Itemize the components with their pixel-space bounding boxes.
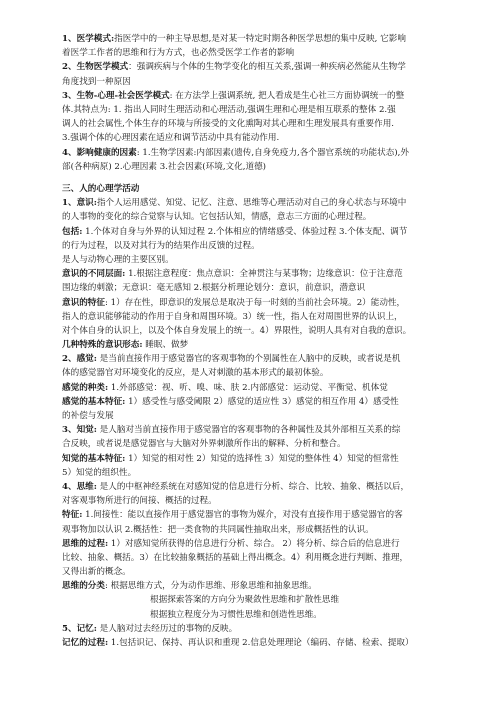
term-label: 4、思维: (62, 481, 97, 492)
line-text: 角度找到一种原因 (62, 76, 131, 87)
term-label: 感觉的基本特征: (62, 396, 126, 407)
line-text: 围边缘的刺激；无意识：毫无感知 2.根据分析理论划分：意识，前意识，潜意识 (62, 283, 366, 294)
line-text: 比较、抽象、概括。3）在比较抽象概括的基础上得出概念。4）利用概念进行判断、推理， (62, 552, 409, 563)
text-line (62, 281, 442, 295)
term-label: 4、影响健康的因素 (62, 147, 137, 158)
line-text: 睡眠、做梦 (142, 340, 189, 351)
term-label: 知觉的基本特征: (62, 453, 126, 464)
line-text: 调人的社会属性,个体生存的环境与所接受的文化熏陶对其心理和生理发展具有重要作用. (62, 119, 395, 130)
text-line (62, 310, 442, 324)
line-text: 3.强调个体的心理因素在适应和调节活动中具有能动作用. (62, 133, 280, 144)
term-label: 1、意识: (62, 198, 97, 209)
text-line (62, 60, 442, 74)
line-text: ：强调疾病与个体的生物学变化的相互关系,强调一种疾病必然能从生物学 (128, 62, 406, 73)
line-text: : 1）存在性，即意识的发展总是取决于每一时刻的当前社会环境。2）能动性， (104, 297, 406, 308)
text-line (62, 239, 442, 253)
term-label: 特征: (62, 510, 83, 521)
text-line (62, 466, 442, 480)
term-label: 2、感觉: (62, 354, 97, 365)
line-text: 是当前直接作用于感觉器官的客观事物的个别属性在人脑中的反映，或者说是机 (96, 354, 401, 365)
line-text: 5）知觉的组织性。 (62, 467, 137, 478)
text-line (62, 409, 442, 423)
text-line (62, 437, 442, 451)
text-line (62, 196, 442, 210)
text-line (62, 210, 442, 224)
line-text: 又得出新的概念。 (62, 567, 131, 578)
text-line (62, 480, 442, 494)
text-line (62, 537, 442, 551)
term-label: 几种特殊的意识形态: (62, 340, 143, 351)
text-line (62, 593, 442, 607)
text-line (62, 103, 442, 117)
line-text: : 根据思维方式，分为动作思维、形象思维和抽象思维。 (104, 581, 317, 592)
line-text: 是人与动物心理的主要区别。 (62, 254, 174, 265)
section-psychology (62, 182, 442, 650)
term-label: 2、生物医学模式 (62, 62, 129, 73)
text-line (62, 423, 442, 437)
term-label: 意识的特征 (62, 297, 105, 308)
line-text: 着医学工作者的思维和行为方式，也必然受医学工作者的影响 (62, 48, 295, 59)
term-label: 包括: (62, 226, 83, 237)
line-text: : 在方法学上强调系统, 把人看成是生心社三方面协调统一的整 (169, 90, 405, 101)
term-label: 感觉的种类: (62, 382, 109, 393)
line-text: 1）感受性与感受阈限 2）感觉的适应性 3）感觉的相互作用 4）感受性 (125, 396, 399, 407)
line-text: 1）对感知觉所获得的信息进行分析、综合。 2）将分析、综合后的信息进行 (108, 538, 400, 549)
term-label: 思维的分类 (62, 581, 105, 592)
line-text: 观事物加以认识 2.概括性：把一类食物的共同属性抽取出来，形成概括性的认识。 (62, 524, 374, 535)
line-text: 的人事物的变化的综合觉察与认知。它包括认知，情感，意志三方面的心理过程。 (62, 212, 372, 223)
text-line (62, 395, 442, 409)
text-line (62, 352, 442, 366)
line-text: 1.外部感觉：视、听、嗅、味、肤 2.内部感觉：运动觉、平衡觉、机体觉 (108, 382, 388, 393)
term-label: 5、记忆: (62, 623, 97, 634)
text-line (62, 75, 442, 89)
text-line (62, 267, 442, 281)
term-label: 3、生物-心理-社会医学模式 (62, 90, 170, 101)
text-line (62, 523, 442, 537)
line-text: 体.其特点为: 1. 指出人同时生理活动和心理活动,强调生理和心理是相互联系的整体 2.强 (62, 104, 396, 115)
line-text: 根据探索答案的方向分为聚敛性思维和扩散性思维 (150, 595, 340, 606)
line-text: 指医学中的一种主导思想,是对某一特定时期各种医学思想的集中反映, 它影响 (114, 34, 406, 44)
line-text: 体的感觉器官对环境变化的反应，是人对刺激的基本形式的最初体验。 (62, 368, 329, 379)
text-line (62, 117, 442, 131)
line-text: 是人脑对过去经历过的事物的反映。 (96, 623, 238, 634)
term-label: 思维的过程: (62, 538, 109, 549)
line-text: 1.包括识记、保持、再认识和重现 2.信息处理理论（编码、存储、检索、提取） (108, 638, 414, 648)
term-label: 三、人的心理学活动 (62, 184, 140, 194)
line-text: 的行为过程，以及对其行为的结果作出反馈的过程。 (62, 240, 260, 251)
line-text: 的补偿与发展 (62, 411, 114, 421)
text-line (62, 131, 442, 145)
text-line (62, 551, 442, 565)
text-line (62, 622, 442, 636)
term-label: 记忆的过程: (62, 638, 109, 648)
line-text: 1.间接性：能以直接作用于感觉器官的事物为媒介，对没有直接作用于感觉器官的客 (82, 510, 403, 521)
text-line (62, 452, 442, 466)
line-text: 1.根据注意程度：焦点意识：全神贯注与某事物；边缘意识：位于注意范 (125, 269, 403, 280)
text-line (62, 182, 442, 196)
text-line (62, 608, 442, 622)
text-line (62, 146, 442, 160)
line-text: : 1.生物学因素:内部因素(遗传,自身免疫力,各个器官系统的功能状态),外 (136, 147, 409, 158)
text-line (62, 381, 442, 395)
line-text: 是人脑对当前直接作用于感觉器官的客观事物的各种属性及其外部相互关系的综 (96, 425, 401, 436)
text-line (62, 579, 442, 593)
text-line (62, 296, 442, 310)
text-line (62, 324, 442, 338)
line-text: 1.个体对自身与外界的认知过程 2.个体相应的情绪感受、体验过程 3.个体支配、调节 (82, 226, 408, 237)
line-text: 部(各种病原) 2.心理因素 3.社会因素(环境,文化,道德) (62, 161, 267, 172)
text-line (62, 366, 442, 380)
line-text: 指人的意识能够能动的作用于自身和周围环境。3）统一性，指人在对周围世界的认识上， (62, 311, 403, 322)
line-text: 对客观事物所进行的间接、概括的过程。 (62, 496, 217, 507)
text-line (62, 508, 442, 522)
text-line (62, 494, 442, 508)
text-line (62, 253, 442, 267)
line-text: 指个人运用感觉、知觉、记忆、注意、思维等心理活动对自己的身心状态与环境中 (96, 198, 407, 209)
text-line (62, 46, 442, 60)
line-text: 合反映，或者说是感觉器官与大脑对外界刺激所作出的解释、分析和整合。 (62, 439, 346, 450)
text-line (62, 338, 442, 352)
term-label: 意识的不同层面: (62, 269, 126, 280)
line-text: 是人的中枢神经系统在对感知觉的信息进行分析、综合、比较、抽象、概括以后， (96, 481, 410, 492)
text-line (62, 565, 442, 579)
text-line (62, 636, 442, 650)
line-text: 1）知觉的相对性 2）知觉的选择性 3）知觉的整体性 4）知觉的恒常性 (125, 453, 399, 464)
section-intro (62, 32, 442, 174)
line-text: 对个体自身的认识上，以及个体自身发展上的统一。4）界限性，说明人具有对自我的意识。 (62, 325, 412, 336)
term-label: 3、知觉: (62, 425, 97, 436)
term-label: 1、医学模式: (62, 34, 115, 44)
text-line (62, 89, 442, 103)
text-line (62, 225, 442, 239)
text-line (62, 32, 442, 46)
text-line (62, 160, 442, 174)
line-text: 根据独立程度分为习惯性思维和创造性思维。 (150, 609, 322, 620)
